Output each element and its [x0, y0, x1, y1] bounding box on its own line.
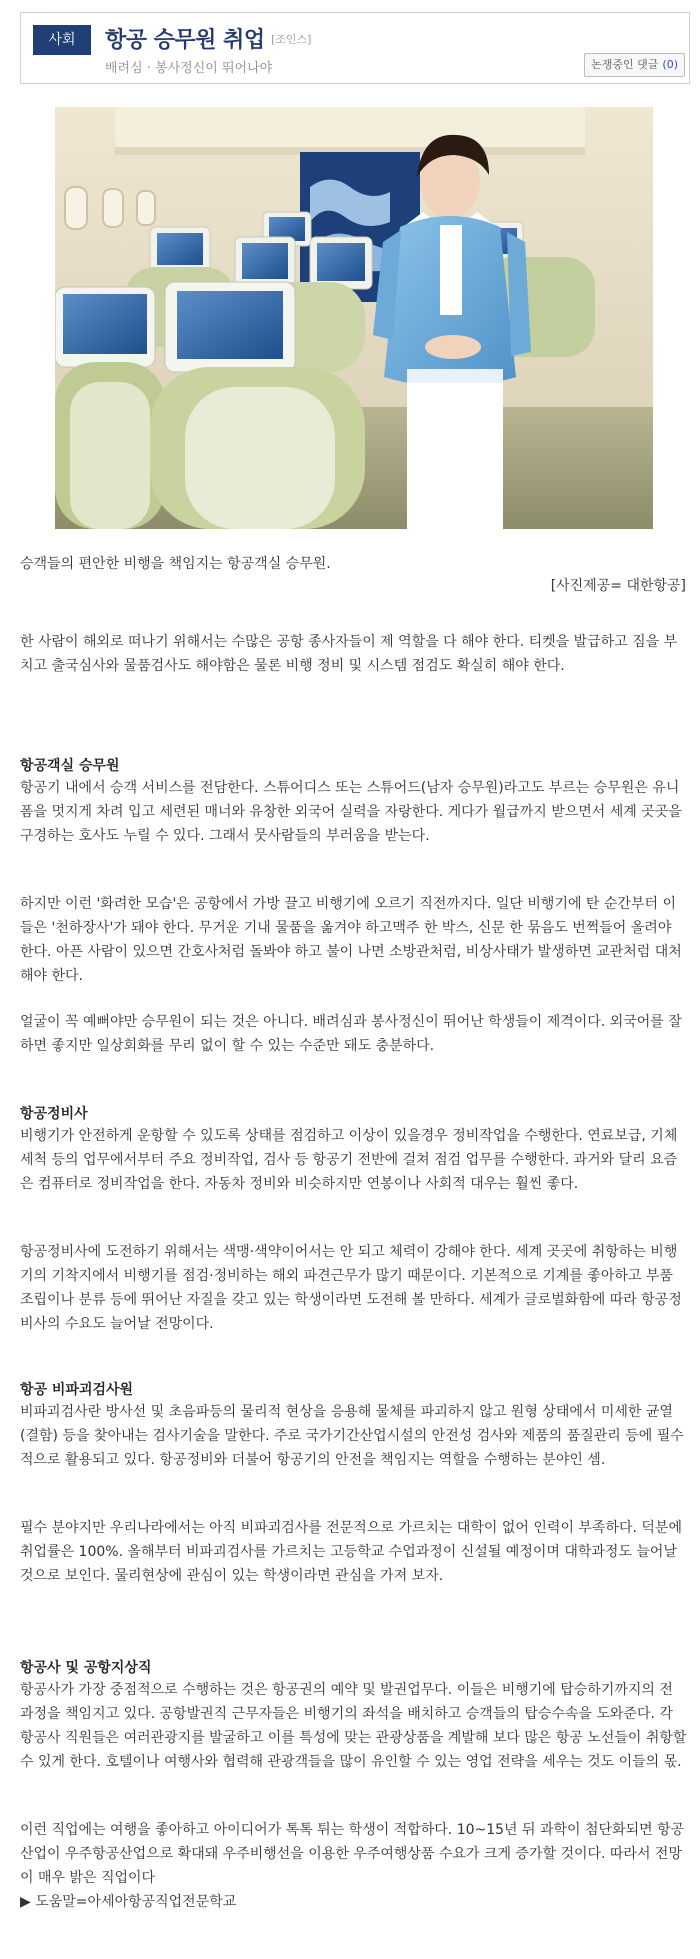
section-paragraph: 비파괴검사란 방사선 및 초음파등의 물리적 현상을 응용해 물체를 파괴하지 않고 원형 상태에서 미세한 균열(결함) 등을 찾아내는 검사기술을 말한다. 주로 국가기간산업시설의 안전성 검사와 제품의 품질관리 등에 필수적으로 활용되고 있다. 항공정비와 더불어 항공기의 안전을 책임지는 역할을 수행하는 분야인 셈.	[20, 1404, 684, 1468]
comments-label: 논쟁중인 댓글	[591, 58, 659, 71]
article-title: 항공 승무원 취업	[105, 28, 265, 53]
comments-count: (0)	[662, 58, 678, 71]
section-heading: 항공사 및 공항지상직	[20, 1660, 152, 1676]
section-paragraph: 얼굴이 꼭 예뻐야만 승무원이 되는 것은 아니다. 배려심과 봉사정신이 뛰어난 학생들이 제격이다. 외국어를 잘하면 좋지만 일상회화를 무리 없이 할 수 있는 수준만 돼도 충분하다.	[20, 1014, 682, 1054]
section-paragraph: 항공기 내에서 승객 서비스를 전담한다. 스튜어디스 또는 스튜어드(남자 승무원)라고도 부르는 승무원은 유니폼을 멋지게 차려 입고 세련된 매너와 유창한 외국어 실력을 자랑한다. 게다가 월급까지 받으면서 세계 곳곳을 구경하는 호사도 누릴 수 있다. 그래서 뭇사람들의 부러움을 받는다.	[20, 780, 682, 844]
section-paragraph: 항공정비사에 도전하기 위해서는 색맹·색약이어서는 안 되고 체력이 강해야 한다. 세계 곳곳에 취항하는 비행기의 기착지에서 비행기를 점검·정비하는 해외 파견근무가 많기 때문이다. 기본적으로 기계를 좋아하고 부품 조립이나 분류 등에 뛰어난 자질을 갖고 있는 학생이라면 도전해 볼 만하다. 세계가 글로벌화함에 따라 항공정비사의 수요도 늘어날 전망이다.	[20, 1244, 682, 1332]
section-paragraph: 하지만 이런 '화려한 모습'은 공항에서 가방 끌고 비행기에 오르기 직전까지다. 일단 비행기에 탄 순간부터 이들은 '천하장사'가 돼야 한다. 무거운 기내 물품을 옮겨야 하고맥주 한 박스, 신문 한 묶음도 번쩍들어 올려야 한다. 아픈 사람이 있으면 간호사처럼 돌봐야 하고 불이 나면 소방관처럼, 비상사태가 발생하면 교관처럼 대처해야 한다.	[20, 896, 682, 984]
article-subtitle: 배려심 · 봉사정신이 뛰어나야	[105, 61, 273, 76]
help-note: ▶ 도움말=아세아항공직업전문학교	[20, 1894, 237, 1910]
article-header	[20, 12, 690, 84]
source-label: [조인스]	[271, 33, 312, 46]
photo-credit: [사진제공= 대한항공]	[550, 578, 686, 594]
section-paragraph: 필수 분야지만 우리나라에서는 아직 비파괴검사를 전문적으로 가르치는 대학이 없어 인력이 부족하다. 덕분에 취업률은 100%. 올해부터 비파괴검사를 가르치는 고등학교 수업과정이 신설될 예정이며 대학과정도 늘어날 것으로 보인다. 물리현상에 관심이 있는 학생이라면 관심을 가져 보자.	[20, 1520, 682, 1584]
section-paragraph: 비행기가 안전하게 운항할 수 있도록 상태를 점검하고 이상이 있을경우 정비작업을 수행한다. 연료보급, 기체 세척 등의 업무에서부터 주요 정비작업, 검사 등 항공기 전반에 걸쳐 점검 업무를 수행한다. 과거와 달리 요즘은 컴퓨터로 정비작업을 한다. 자동차 정비와 비슷하지만 연봉이나 사회적 대우는 훨씬 좋다.	[20, 1128, 678, 1192]
section-heading: 항공 비파괴검사원	[20, 1382, 134, 1398]
intro-paragraph: 한 사람이 해외로 떠나기 위해서는 수많은 공항 종사자들이 제 역할을 다 해야 한다. 티켓을 발급하고 짐을 부치고 출국심사와 물품검사도 해야함은 물론 비행 정비 및 시스템 점검도 확실히 해야 한다.	[20, 634, 678, 674]
section-paragraph: 이런 직업에는 여행을 좋아하고 아이디어가 톡톡 튀는 학생이 적합하다. 10~15년 뒤 과학이 첨단화되면 항공산업이 우주항공산업으로 확대돼 우주비행선을 이용한 우주여행상품 수요가 크게 증가할 것이다. 따라서 전망이 매우 밝은 직업이다	[20, 1822, 685, 1886]
section-heading: 항공객실 승무원	[20, 758, 120, 774]
article-photo	[55, 107, 653, 529]
section-heading: 항공정비사	[20, 1106, 88, 1122]
comments-button[interactable]	[584, 53, 685, 77]
section-paragraph: 항공사가 가장 중점적으로 수행하는 것은 항공권의 예약 및 발권업무다. 이들은 비행기에 탑승하기까지의 전 과정을 책임지고 있다. 공항발권직 근무자들은 비행기의 좌석을 배치하고 승객들의 탑승수속을 도와준다. 각 항공사 직원들은 여러관광지를 발굴하고 이를 특성에 맞는 관광상품을 계발해 보다 많은 항공 노선들이 취항할 수 있게 한다. 호텔이나 여행사와 협력해 관광객들을 많이 유인할 수 있는 영업 전략을 세우는 것도 이들의 몫.	[20, 1682, 687, 1770]
photo-caption: 승객들의 편안한 비행을 책임지는 항공객실 승무원.	[20, 556, 331, 572]
category-badge[interactable]: 사회	[33, 25, 91, 55]
